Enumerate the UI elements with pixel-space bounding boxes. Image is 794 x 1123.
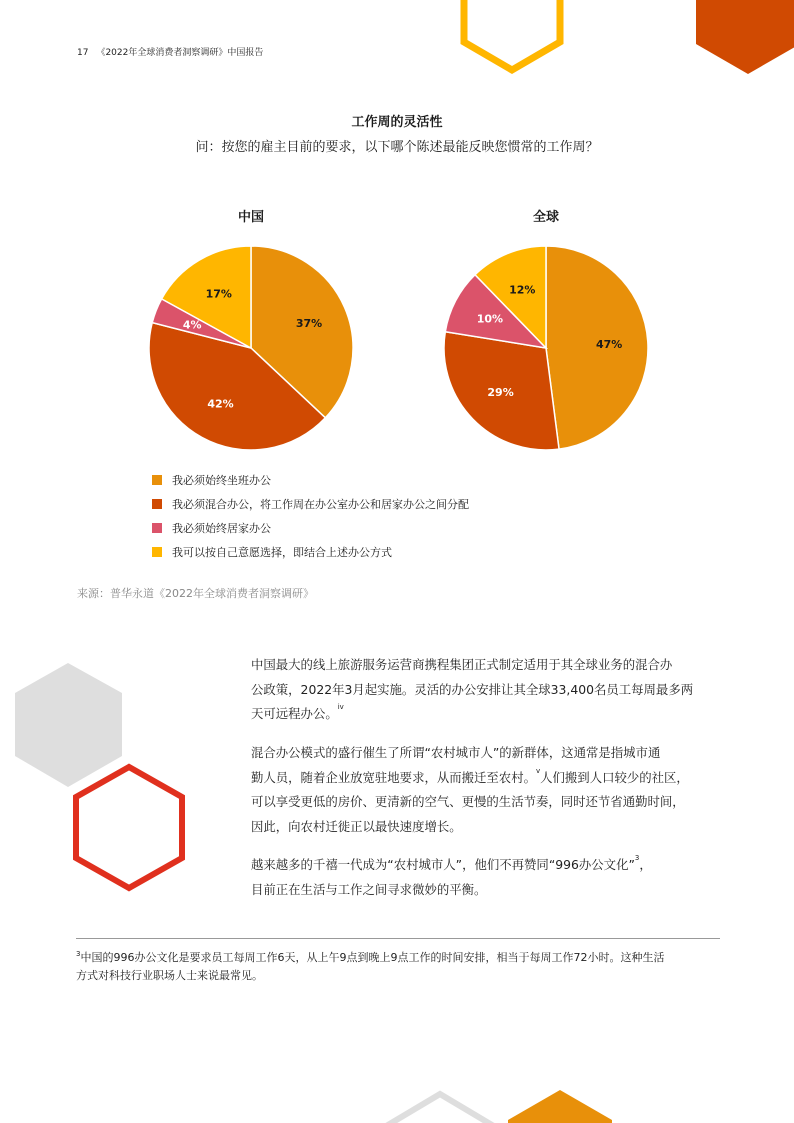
legend-label: 我必须混合办公，将工作周在办公室办公和居家办公之间分配 — [172, 498, 469, 511]
text-segment: 人们搬到人口较少的社区， — [540, 769, 689, 785]
text-segment: 天可远程办公。 — [251, 706, 338, 721]
global-label-hybrid: 29% — [487, 385, 514, 399]
top-yellow-hexagon — [464, 0, 560, 70]
global-label-home: 10% — [476, 312, 504, 326]
china-label-home: 4% — [182, 318, 202, 332]
bottom-grey-hexagon — [388, 1094, 492, 1123]
legend-item-home — [152, 516, 469, 540]
footnote-marker: 3 — [76, 950, 81, 958]
pie-title-china: 中国 — [237, 210, 264, 225]
text-line: 可以享受更低的房价、更清新的空气、更慢的生活节奏，同时还节省通勤时间， — [251, 794, 685, 809]
paragraph-1 — [251, 653, 721, 727]
chart-legend — [152, 468, 469, 564]
text-segment: 中国的996办公文化是要求员工每周工作6天，从上午9点到晚上9点工作的时间安排，相当于每周工作72小时。这种生活 — [80, 951, 665, 964]
legend-swatch — [152, 523, 162, 533]
text-segment: 越来越多的千禧一代成为“农村城市人”，他们不再赞同“996办公文化” — [251, 857, 635, 872]
global-label-choice: 12% — [509, 283, 536, 297]
text-line: 目前正在生活与工作之间寻求微妙的平衡。 — [251, 881, 487, 897]
text-line: 公政策，2022年3月起实施。灵活的办公安排让其全球33,400名员工每周最多两 — [251, 681, 694, 697]
text-line: 中国最大的线上旅游服务运营商携程集团正式制定适用于其全球业务的混合办 — [251, 657, 673, 672]
china-label-choice: 17% — [205, 287, 232, 301]
text-line: 混合办公模式的盛行催生了所谓“农村城市人”的新群体，这通常是指城市通 — [251, 745, 661, 760]
text-segment: ， — [639, 857, 652, 872]
china-label-hybrid: 42% — [207, 397, 234, 411]
text-line — [76, 949, 726, 967]
footnote-marker: 3 — [634, 854, 640, 862]
legend-item-office — [152, 468, 469, 492]
top-orange-hexagon — [696, 0, 794, 74]
left-red-hexagon — [76, 767, 182, 888]
legend-swatch — [152, 547, 162, 557]
pie-title-global: 全球 — [532, 210, 559, 225]
text-segment: 勤人员，随着企业放宽驻地要求，从而搬迁至农村。 — [251, 769, 536, 785]
text-line — [251, 702, 721, 727]
legend-item-choice — [152, 540, 469, 564]
text-line: 因此，向农村迁徙正以最快速度增长。 — [251, 818, 462, 834]
endnote-marker: iv — [337, 703, 344, 711]
pie-chart-global — [443, 245, 649, 451]
footnote — [76, 949, 726, 985]
endnote-marker: v — [535, 766, 541, 775]
source-note: 来源：普华永道《2022年全球消费者洞察调研》 — [77, 587, 314, 600]
text-line — [251, 766, 721, 791]
global-label-office: 47% — [595, 337, 623, 351]
paragraph-3 — [251, 853, 721, 902]
legend-item-hybrid — [152, 492, 469, 516]
figure-question: 问：按您的雇主目前的要求，以下哪个陈述最能反映您惯常的工作周？ — [195, 140, 599, 155]
china-label-office: 37% — [295, 316, 323, 330]
text-line: 方式对科技行业职场人士来说最常见。 — [76, 969, 263, 982]
bottom-orange-hexagon — [508, 1090, 612, 1123]
report-title: 《2022年全球消费者洞察调研》中国报告 — [96, 48, 264, 58]
legend-label: 我可以按自己意愿选择，即结合上述办公方式 — [172, 546, 392, 559]
legend-swatch — [152, 499, 162, 509]
paragraph-2 — [251, 741, 721, 839]
legend-swatch — [152, 475, 162, 485]
text-line — [251, 853, 721, 878]
legend-label: 我必须始终坐班办公 — [172, 474, 271, 487]
legend-label: 我必须始终居家办公 — [172, 522, 271, 535]
footnote-divider — [76, 938, 720, 939]
figure-title: 工作周的灵活性 — [351, 115, 443, 130]
running-header — [77, 45, 263, 58]
pie-chart-china — [148, 245, 354, 451]
left-grey-hexagon — [15, 663, 122, 787]
page-number: 17 — [77, 48, 89, 58]
